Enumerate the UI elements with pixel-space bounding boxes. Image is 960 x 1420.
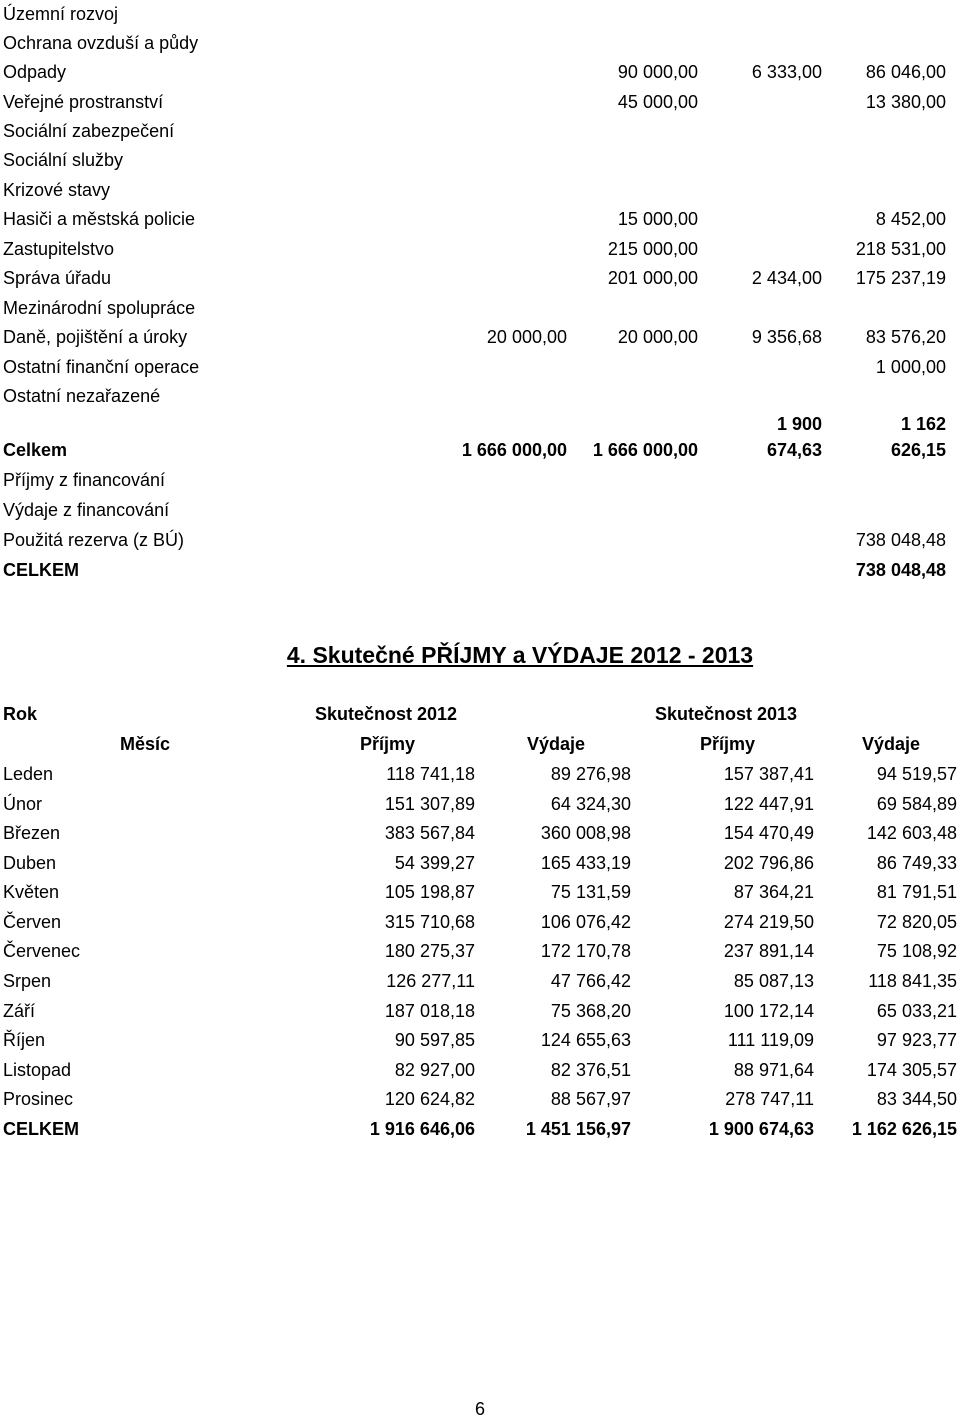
cell-value: 175 237,19 bbox=[855, 268, 946, 288]
cell-line: 1 162 bbox=[900, 414, 946, 434]
cell-value: 9 356,68 bbox=[751, 327, 822, 347]
total-row bbox=[0, 411, 960, 465]
cell-value: 86 046,00 bbox=[865, 62, 946, 82]
month-cell: Březen bbox=[3, 823, 61, 843]
cell-value: 81 791,51 bbox=[876, 882, 957, 902]
month-cell: Prosinec bbox=[3, 1089, 74, 1109]
month-cell: Srpen bbox=[3, 971, 52, 991]
table-row bbox=[0, 235, 960, 264]
table-header-row bbox=[0, 699, 960, 729]
table-row bbox=[0, 353, 960, 382]
table-row bbox=[0, 146, 960, 175]
table-row bbox=[0, 526, 960, 555]
table-row bbox=[0, 789, 960, 819]
table-row bbox=[0, 759, 960, 789]
cell-value: 89 276,98 bbox=[550, 764, 631, 784]
month-cell: Září bbox=[3, 1001, 36, 1021]
table-row bbox=[0, 205, 960, 234]
row-label: Sociální zabezpečení bbox=[3, 121, 175, 141]
cell-value-multiline bbox=[891, 411, 946, 463]
row-label: Daně, pojištění a úroky bbox=[3, 327, 188, 347]
cell-value: 120 624,82 bbox=[384, 1089, 475, 1109]
table-row bbox=[0, 58, 960, 87]
table-row bbox=[0, 264, 960, 293]
row-label: Krizové stavy bbox=[3, 180, 111, 200]
cell-value: 1 451 156,97 bbox=[525, 1119, 631, 1139]
table-row bbox=[0, 1025, 960, 1055]
table-row bbox=[0, 848, 960, 878]
table-row bbox=[0, 966, 960, 996]
cell-value: 87 364,21 bbox=[733, 882, 814, 902]
cell-value: 1 900 674,63 bbox=[708, 1119, 814, 1139]
table-row bbox=[0, 936, 960, 966]
header-cell: Skutečnost 2013 bbox=[655, 704, 798, 724]
cell-line: 674,63 bbox=[766, 440, 822, 460]
header-cell: Výdaje bbox=[527, 734, 586, 754]
cell-value: 47 766,42 bbox=[550, 971, 631, 991]
cell-value: 13 380,00 bbox=[865, 92, 946, 112]
cell-value: 1 000,00 bbox=[875, 357, 946, 377]
month-cell: Únor bbox=[3, 794, 43, 814]
cell-value: 1 666 000,00 bbox=[592, 440, 698, 460]
table-row bbox=[0, 382, 960, 411]
table-row bbox=[0, 996, 960, 1026]
row-label: Veřejné prostranství bbox=[3, 92, 164, 112]
row-label: Zastupitelstvo bbox=[3, 239, 115, 259]
cell-value: 237 891,14 bbox=[723, 941, 814, 961]
cell-value: 45 000,00 bbox=[617, 92, 698, 112]
cell-value: 88 971,64 bbox=[733, 1060, 814, 1080]
grand-total-row bbox=[0, 556, 960, 585]
table-row bbox=[0, 294, 960, 323]
cell-value: 94 519,57 bbox=[876, 764, 957, 784]
cell-value: 86 749,33 bbox=[876, 853, 957, 873]
cell-value: 97 923,77 bbox=[876, 1030, 957, 1050]
cell-value: 274 219,50 bbox=[723, 912, 814, 932]
row-label: Sociální služby bbox=[3, 150, 124, 170]
row-label: Celkem bbox=[3, 440, 68, 460]
row-label: Ostatní finanční operace bbox=[3, 357, 200, 377]
cell-value: 75 368,20 bbox=[550, 1001, 631, 1021]
header-cell: Rok bbox=[3, 704, 38, 724]
table-row bbox=[0, 907, 960, 937]
cell-value: 69 584,89 bbox=[876, 794, 957, 814]
table-row bbox=[0, 466, 960, 495]
cell-value: 315 710,68 bbox=[384, 912, 475, 932]
header-cell: Příjmy bbox=[360, 734, 416, 754]
cell-value: 106 076,42 bbox=[540, 912, 631, 932]
cell-value: 202 796,86 bbox=[723, 853, 814, 873]
header-cell: Příjmy bbox=[700, 734, 756, 754]
cell-value: 85 087,13 bbox=[733, 971, 814, 991]
cell-value: 165 433,19 bbox=[540, 853, 631, 873]
cell-value: 83 576,20 bbox=[865, 327, 946, 347]
cell-value: 72 820,05 bbox=[876, 912, 957, 932]
month-cell: Leden bbox=[3, 764, 54, 784]
month-cell: Duben bbox=[3, 853, 57, 873]
cell-value: 1 666 000,00 bbox=[461, 440, 567, 460]
cell-value: 82 927,00 bbox=[394, 1060, 475, 1080]
cell-value: 105 198,87 bbox=[384, 882, 475, 902]
cell-value: 118 841,35 bbox=[868, 971, 957, 991]
table-row bbox=[0, 88, 960, 117]
cell-value: 174 305,57 bbox=[866, 1060, 957, 1080]
month-cell: Listopad bbox=[3, 1060, 72, 1080]
month-cell: Říjen bbox=[3, 1030, 46, 1050]
cell-value: 172 170,78 bbox=[540, 941, 631, 961]
row-label: Územní rozvoj bbox=[3, 4, 119, 24]
table-row bbox=[0, 1055, 960, 1085]
cell-value: 90 597,85 bbox=[394, 1030, 475, 1050]
row-label: CELKEM bbox=[3, 560, 79, 580]
row-label: Hasiči a městská policie bbox=[3, 209, 196, 229]
cell-value-multiline bbox=[767, 411, 822, 463]
cell-value: 215 000,00 bbox=[607, 239, 698, 259]
cell-value: 738 048,48 bbox=[855, 560, 946, 580]
cell-value: 157 387,41 bbox=[723, 764, 814, 784]
cell-value: 6 333,00 bbox=[751, 62, 822, 82]
month-cell: Červen bbox=[3, 912, 62, 932]
cell-value: 64 324,30 bbox=[550, 794, 631, 814]
cell-value: 82 376,51 bbox=[550, 1060, 631, 1080]
cell-value: 83 344,50 bbox=[876, 1089, 957, 1109]
cell-value: 20 000,00 bbox=[486, 327, 567, 347]
table-row bbox=[0, 496, 960, 525]
month-cell: Červenec bbox=[3, 941, 81, 961]
cell-value: 124 655,63 bbox=[540, 1030, 631, 1050]
month-cell: CELKEM bbox=[3, 1119, 79, 1139]
table-row bbox=[0, 323, 960, 352]
cell-value: 738 048,48 bbox=[855, 530, 946, 550]
cell-value: 126 277,11 bbox=[386, 971, 475, 991]
cell-value: 1 916 646,06 bbox=[369, 1119, 475, 1139]
header-cell: Výdaje bbox=[862, 734, 921, 754]
section-heading bbox=[0, 640, 960, 670]
row-label: Výdaje z financování bbox=[3, 500, 170, 520]
table-row bbox=[0, 877, 960, 907]
section-heading-text: 4. Skutečné PŘÍJMY a VÝDAJE 2012 - 2013 bbox=[286, 642, 754, 668]
cell-value: 65 033,21 bbox=[876, 1001, 957, 1021]
cell-value: 142 603,48 bbox=[866, 823, 957, 843]
cell-value: 88 567,97 bbox=[550, 1089, 631, 1109]
cell-value: 201 000,00 bbox=[607, 268, 698, 288]
table-row bbox=[0, 176, 960, 205]
cell-value: 122 447,91 bbox=[723, 794, 814, 814]
cell-value: 187 018,18 bbox=[384, 1001, 475, 1021]
row-label: Příjmy z financování bbox=[3, 470, 166, 490]
cell-line: 626,15 bbox=[890, 440, 946, 460]
table-row bbox=[0, 818, 960, 848]
cell-value: 118 741,18 bbox=[386, 764, 475, 784]
header-cell: Skutečnost 2012 bbox=[315, 704, 458, 724]
table-row bbox=[0, 0, 960, 29]
cell-value: 151 307,89 bbox=[384, 794, 475, 814]
cell-value: 100 172,14 bbox=[723, 1001, 814, 1021]
cell-value: 278 747,11 bbox=[725, 1089, 814, 1109]
cell-value: 54 399,27 bbox=[394, 853, 475, 873]
cell-value: 111 119,09 bbox=[727, 1030, 814, 1050]
row-label: Použitá rezerva (z BÚ) bbox=[3, 530, 185, 550]
cell-value: 75 131,59 bbox=[550, 882, 631, 902]
cell-value: 20 000,00 bbox=[617, 327, 698, 347]
cell-value: 180 275,37 bbox=[384, 941, 475, 961]
cell-value: 218 531,00 bbox=[855, 239, 946, 259]
table-header-row bbox=[0, 729, 960, 759]
header-cell: Měsíc bbox=[120, 734, 171, 754]
row-label: Mezinárodní spolupráce bbox=[3, 298, 196, 318]
total-row bbox=[0, 1114, 960, 1144]
cell-value: 90 000,00 bbox=[617, 62, 698, 82]
cell-value: 2 434,00 bbox=[751, 268, 822, 288]
row-label: Ochrana ovzduší a půdy bbox=[3, 33, 199, 53]
cell-value: 154 470,49 bbox=[723, 823, 814, 843]
row-label: Správa úřadu bbox=[3, 268, 112, 288]
cell-value: 8 452,00 bbox=[875, 209, 946, 229]
table-row bbox=[0, 1084, 960, 1114]
cell-value: 383 567,84 bbox=[384, 823, 475, 843]
table-row bbox=[0, 117, 960, 146]
row-label: Odpady bbox=[3, 62, 67, 82]
row-label: Ostatní nezařazené bbox=[3, 386, 161, 406]
cell-value: 360 008,98 bbox=[540, 823, 631, 843]
month-cell: Květen bbox=[3, 882, 60, 902]
cell-line: 1 900 bbox=[776, 414, 822, 434]
table-row bbox=[0, 29, 960, 58]
cell-value: 1 162 626,15 bbox=[851, 1119, 957, 1139]
page-number: 6 bbox=[474, 1399, 485, 1419]
cell-value: 75 108,92 bbox=[876, 941, 957, 961]
cell-value: 15 000,00 bbox=[617, 209, 698, 229]
